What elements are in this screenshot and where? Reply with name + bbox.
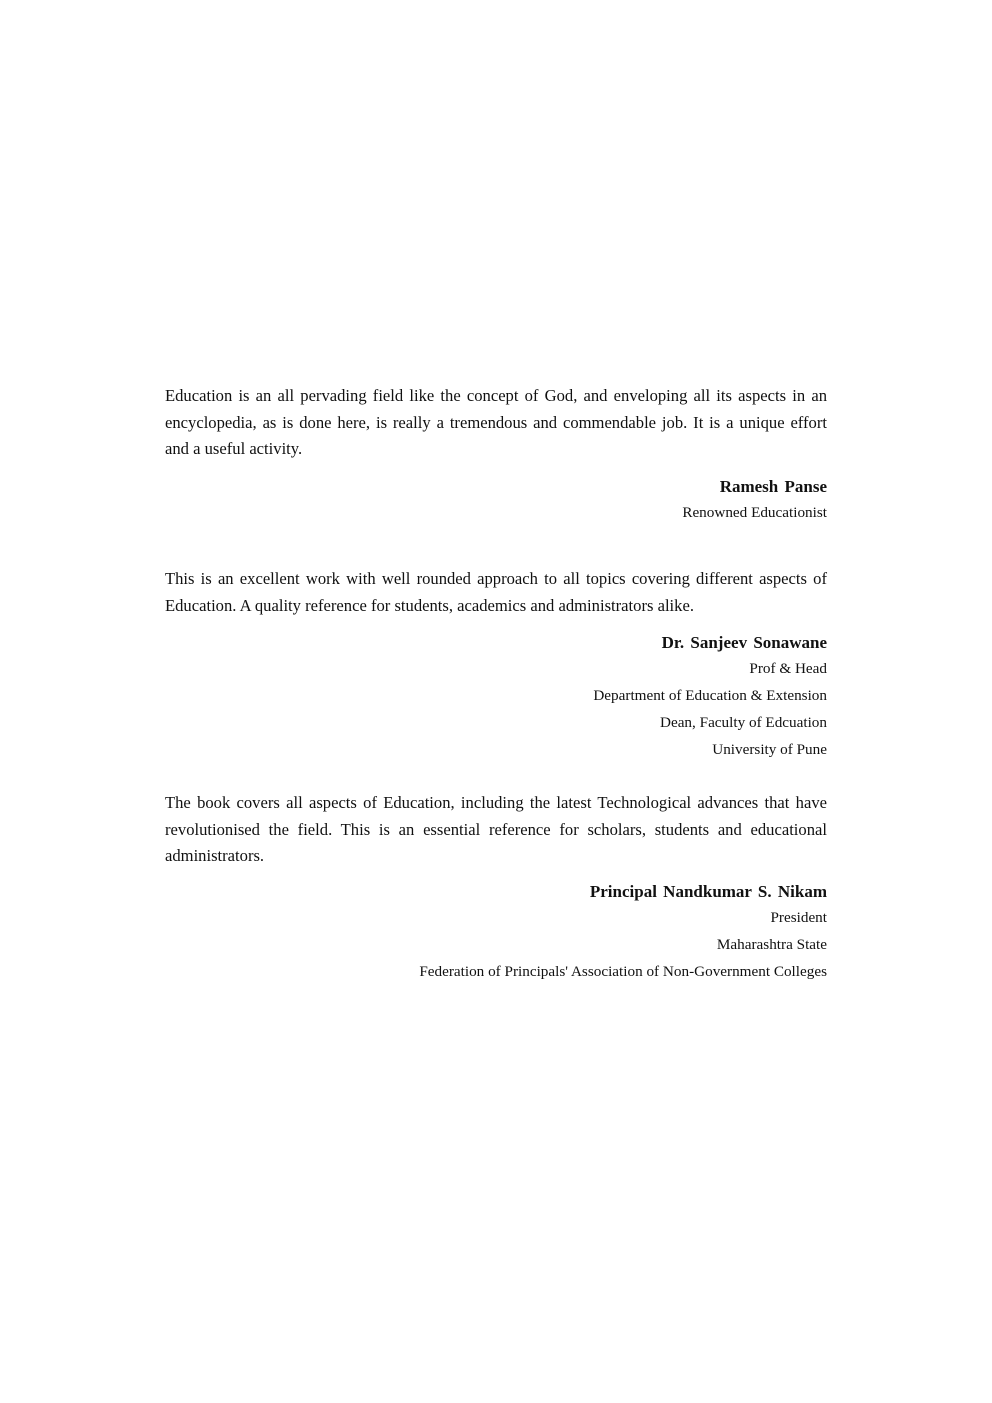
testimonials-page <box>165 383 827 985</box>
testimonial-author-role: University of Pune <box>712 740 827 758</box>
testimonial-author-role: Renowned Educationist <box>682 503 827 521</box>
testimonial-author-role: Prof & Head <box>749 660 827 678</box>
testimonial-quote: This is an excellent work with well rounded approach to all topics covering different aspects of Education. A quality reference for students, academics and administrators alike. <box>165 569 827 615</box>
testimonial-author-role: Federation of Principals' Association of Non-Government Colleges <box>419 962 827 980</box>
testimonial-sonawane <box>165 566 827 763</box>
testimonial-panse <box>165 383 827 526</box>
testimonial-author-role: President <box>770 908 827 926</box>
testimonial-author-name: Principal Nandkumar S. Nikam <box>589 881 827 901</box>
testimonial-author-name: Ramesh Panse <box>719 476 827 496</box>
testimonial-attribution <box>165 473 827 527</box>
testimonial-author-role: Maharashtra State <box>716 935 827 953</box>
testimonial-nikam <box>165 790 827 985</box>
testimonial-attribution <box>165 629 827 763</box>
testimonial-quote: Education is an all pervading field like the concept of God, and enveloping all its aspects in an encyclopedia, as is done here, is really a tremendous and commendable job. It is a unique effort and a useful activity. <box>165 386 827 458</box>
testimonial-author-role: Department of Education & Extension <box>593 687 827 705</box>
testimonial-quote: The book covers all aspects of Education, including the latest Technological advances that have revolutionised the field. This is an essential reference for scholars, students and educational administrators. <box>165 793 827 866</box>
testimonial-attribution <box>165 878 827 985</box>
testimonial-author-role: Dean, Faculty of Edcuation <box>659 713 827 731</box>
testimonial-author-name: Dr. Sanjeev Sonawane <box>661 633 827 653</box>
